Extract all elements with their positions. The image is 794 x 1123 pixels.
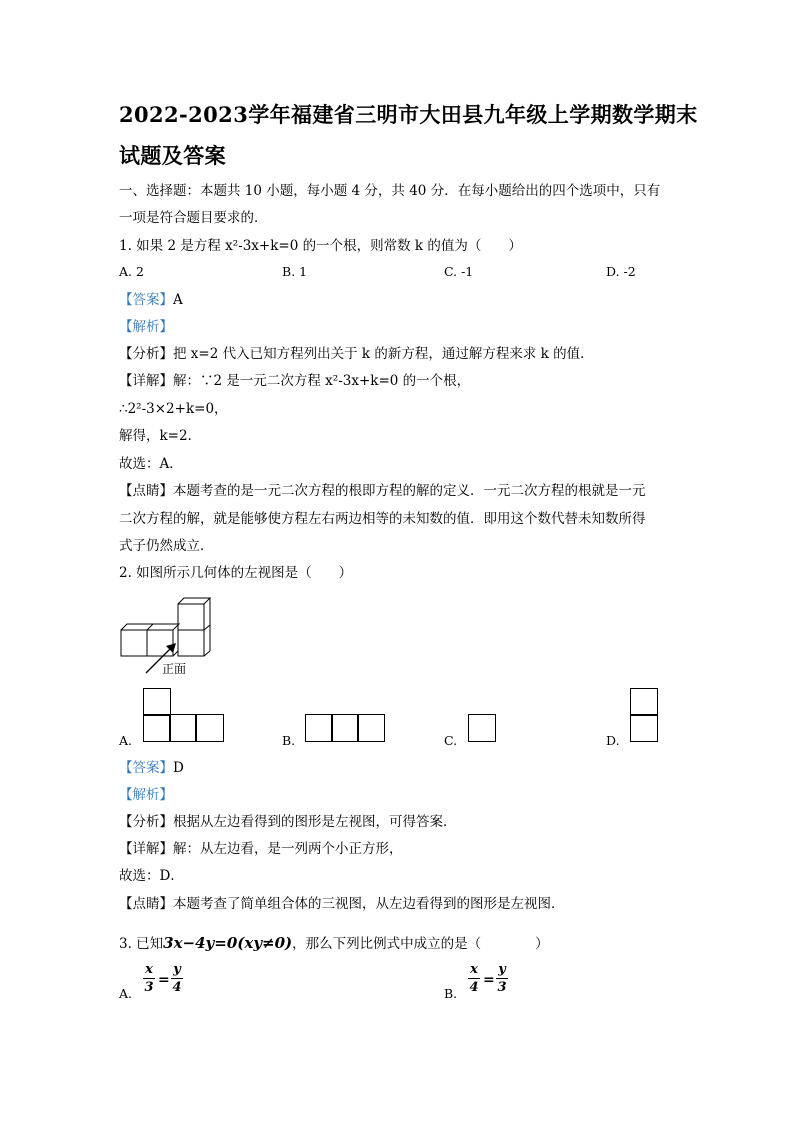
dianjing-tag: 【点睛】 (119, 896, 173, 912)
q1-option-d: D. -2 (606, 264, 636, 279)
fraction: x 3 (144, 962, 154, 995)
q3-option-b-label: B. (444, 986, 458, 1001)
xiangjie-tag: 【详解】 (119, 841, 173, 857)
q2-fenxi-text: 根据从左边看得到的图形是左视图，可得答案． (173, 814, 457, 830)
fraction: x 4 (469, 962, 479, 995)
view-square (630, 714, 658, 742)
q2-front-label: 正面 (162, 662, 187, 676)
q2-xiangjie-text: 解：从左边看，是一列两个小正方形， (173, 841, 403, 857)
q1-dianjing-line3: 式子仍然成立． (119, 538, 214, 554)
q2-option-d-label: D. (606, 733, 620, 748)
answer-tag: 【答案】 (119, 760, 173, 776)
q2-option-c-figure (468, 714, 496, 742)
q1-choose: 故选：A． (119, 456, 183, 472)
fraction: y 4 (172, 962, 182, 995)
view-square (169, 714, 197, 742)
q1-stem: 1. 如果 2 是方程 x²-3x+k=0 的一个根，则常数 k 的值为（ ） (119, 238, 522, 254)
q1-dianjing-line1 (119, 479, 646, 499)
view-square (331, 714, 359, 742)
q1-answer-value: A (173, 292, 183, 308)
view-square (305, 714, 333, 742)
q2-answer-line (119, 756, 184, 776)
q2-option-b-label: B. (282, 733, 296, 748)
view-square (357, 714, 385, 742)
q2-option-c-label: C. (444, 733, 458, 748)
q2-dianjing-text: 本题考查了简单组合体的三视图，从左边看得到的图形是左视图． (173, 896, 565, 912)
q3-stem (119, 932, 549, 952)
q2-fenxi-line (119, 810, 457, 830)
q1-dianjing-line2: 二次方程的解，就是能够使方程左右两边相等的未知数的值．即用这个数代替未知数所得 (119, 511, 646, 527)
q1-answer-line (119, 288, 183, 308)
q1-step2: 解得，k=2． (119, 428, 202, 444)
q3-stem-post: ，那么下列比例式中成立的是（ ） (292, 936, 549, 952)
equals-sign: = (158, 972, 170, 988)
q2-analysis-tag: 【解析】 (119, 787, 173, 803)
fenxi-tag: 【分析】 (119, 814, 173, 830)
view-square (143, 688, 171, 716)
q1-xiangjie-text: 解：∵2 是一元二次方程 x²-3x+k=0 的一个根， (173, 373, 471, 389)
page-title-line2: 试题及答案 (119, 143, 226, 168)
q2-choose: 故选：D． (119, 868, 184, 884)
q2-answer-value: D (173, 760, 184, 776)
view-square (630, 688, 658, 716)
fenxi-tag: 【分析】 (119, 346, 173, 362)
view-square (143, 714, 171, 742)
q1-fenxi-text: 把 x=2 代入已知方程列出关于 k 的新方程，通过解方程来求 k 的值． (173, 346, 594, 362)
q1-dianjing-text1: 本题考查的是一元二次方程的根即方程的解的定义．一元二次方程的根就是一元 (173, 483, 646, 499)
section-instruction-line1: 一、选择题：本题共 10 小题，每小题 4 分，共 40 分．在每小题给出的四个选项中，只有 (119, 183, 661, 199)
q2-stem: 2. 如图所示几何体的左视图是（ ） (119, 565, 353, 581)
q1-analysis-tag: 【解析】 (119, 319, 173, 335)
q1-xiangjie-line (119, 369, 470, 389)
q1-option-c: C. -1 (444, 264, 474, 279)
q3-equation: 3x−4y=0(xy≠0) (163, 934, 293, 952)
q3-stem-pre: 3. 已知 (119, 936, 164, 952)
q1-option-a: A. 2 (119, 264, 144, 279)
q1-step1: ∴2²-3×2+k=0， (119, 401, 228, 417)
view-square (195, 714, 224, 742)
fraction: y 3 (497, 962, 507, 995)
section-instruction-line2: 一项是符合题目要求的． (119, 210, 268, 226)
xiangjie-tag: 【详解】 (119, 373, 173, 389)
q1-fenxi-line (119, 342, 594, 362)
page-title-line1: 2022-2023学年福建省三明市大田县九年级上学期数学期末 (119, 102, 698, 127)
q2-xiangjie-line (119, 837, 403, 857)
answer-tag: 【答案】 (119, 292, 173, 308)
dianjing-tag: 【点睛】 (119, 483, 173, 499)
equals-sign: = (483, 972, 495, 988)
q2-option-a-label: A. (119, 733, 133, 748)
q1-option-b: B. 1 (282, 264, 308, 279)
q3-option-a-label: A. (119, 986, 133, 1001)
q2-dianjing-line (119, 892, 565, 912)
